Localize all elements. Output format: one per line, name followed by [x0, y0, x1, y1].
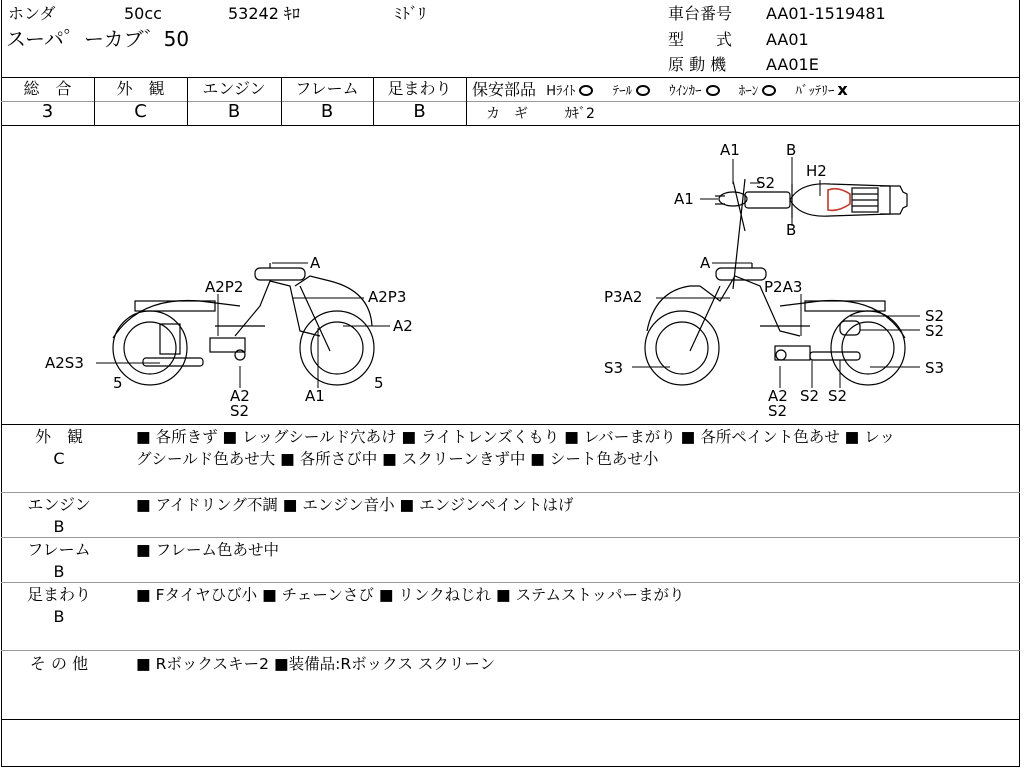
detail-label-appearance: 外 観 C: [34, 427, 83, 468]
displacement: 50cc: [124, 4, 162, 23]
type-value: AA01: [766, 30, 809, 49]
type-label: 型 式: [668, 30, 733, 49]
label-a1: A1: [720, 141, 740, 159]
label-b: B: [786, 141, 797, 159]
maker: ホンダ: [8, 4, 56, 23]
label-a2: A2: [768, 387, 788, 405]
safety-parts: 保安部品 Hﾗｲﾄ ﾃｰﾙ ｳｲﾝｶｰ ﾎｰﾝ ﾊﾞｯﾃﾘｰ x: [472, 80, 848, 99]
ok-mark: [762, 85, 776, 96]
label-s2: S2: [756, 174, 776, 192]
key-value: ｶｷﾞ2: [565, 106, 595, 122]
engine-label: 原 動 機: [668, 55, 727, 74]
label-s2: S2: [925, 307, 945, 325]
label-s2: S2: [828, 387, 848, 405]
engine-value: AA01E: [766, 55, 819, 74]
frame-no: AA01-1519481: [766, 4, 886, 23]
label-b: B: [786, 221, 797, 239]
label-a2p2: A2P2: [205, 278, 244, 296]
label-s2: S2: [800, 387, 820, 405]
ok-mark: [579, 85, 593, 96]
top-view-bike: [715, 179, 907, 289]
label-s3: S3: [925, 359, 945, 377]
detail-label-suspension: 足まわり B: [26, 585, 91, 626]
frame-no-label: 車台番号: [668, 4, 733, 23]
key-label: カ ギ: [486, 106, 528, 122]
label-a: A: [700, 254, 711, 272]
detail-label-engine: エンジン B: [27, 495, 91, 536]
label-p3a2: P3A2: [604, 288, 643, 306]
label-5: 5: [374, 374, 384, 392]
detail-text-other: ■ Rボックスキー2 ■装備品:Rボックス スクリーン: [136, 655, 496, 673]
label-a1: A1: [305, 387, 325, 405]
label-a1: A1: [674, 190, 694, 208]
grade-overall: 総 合 3: [23, 79, 72, 122]
ok-mark: [636, 85, 650, 96]
label-5: 5: [113, 374, 123, 392]
label-s2: S2: [230, 402, 250, 420]
detail-label-frame: フレーム B: [27, 540, 91, 581]
ok-mark: [706, 85, 720, 96]
label-s3: S3: [604, 359, 624, 377]
detail-text-engine: ■ アイドリング不調 ■ エンジン音小 ■ エンジンペイントはげ: [136, 496, 574, 514]
grade-engine: エンジン B: [202, 79, 266, 122]
label-p2a3: P2A3: [764, 278, 803, 296]
grade-appearance: 外 観 C: [116, 79, 165, 122]
damage-diagram: [0, 126, 1020, 424]
label-s2: S2: [768, 402, 788, 420]
label-a2: A2: [230, 387, 250, 405]
grade-frame: フレーム B: [295, 79, 359, 122]
model-name: スーパ゜ーカブ゛50: [6, 27, 190, 51]
detail-text-appearance: ■ 各所きず ■ レッグシールド穴あけ ■ ライトレンズくもり ■ レバーまがり ■ 各所ペイント色あせ ■ レッ グシールド色あせ大 ■ 各所さび中 ■ スクリーンきず中 ■ シート色あせ小: [136, 428, 896, 468]
color: ﾐﾄﾞﾘ: [394, 4, 427, 23]
label-a2p3: A2P3: [368, 288, 407, 306]
detail-text-suspension: ■ Fタイヤひび小 ■ チェーンさび ■ リンクねじれ ■ ステムストッパーまがり: [136, 586, 685, 604]
label-h2: H2: [806, 162, 827, 180]
mileage: 53242 ｷﾛ: [228, 4, 300, 23]
grade-suspension: 足まわり B: [387, 79, 452, 122]
label-a2s3: A2S3: [45, 354, 84, 372]
left-side-bike: [113, 263, 374, 385]
label-s2: S2: [925, 322, 945, 340]
detail-label-other: そ の 他: [29, 654, 89, 673]
label-a: A: [310, 254, 321, 272]
label-a2: A2: [393, 317, 413, 335]
detail-text-frame: ■ フレーム色あせ中: [136, 541, 279, 559]
